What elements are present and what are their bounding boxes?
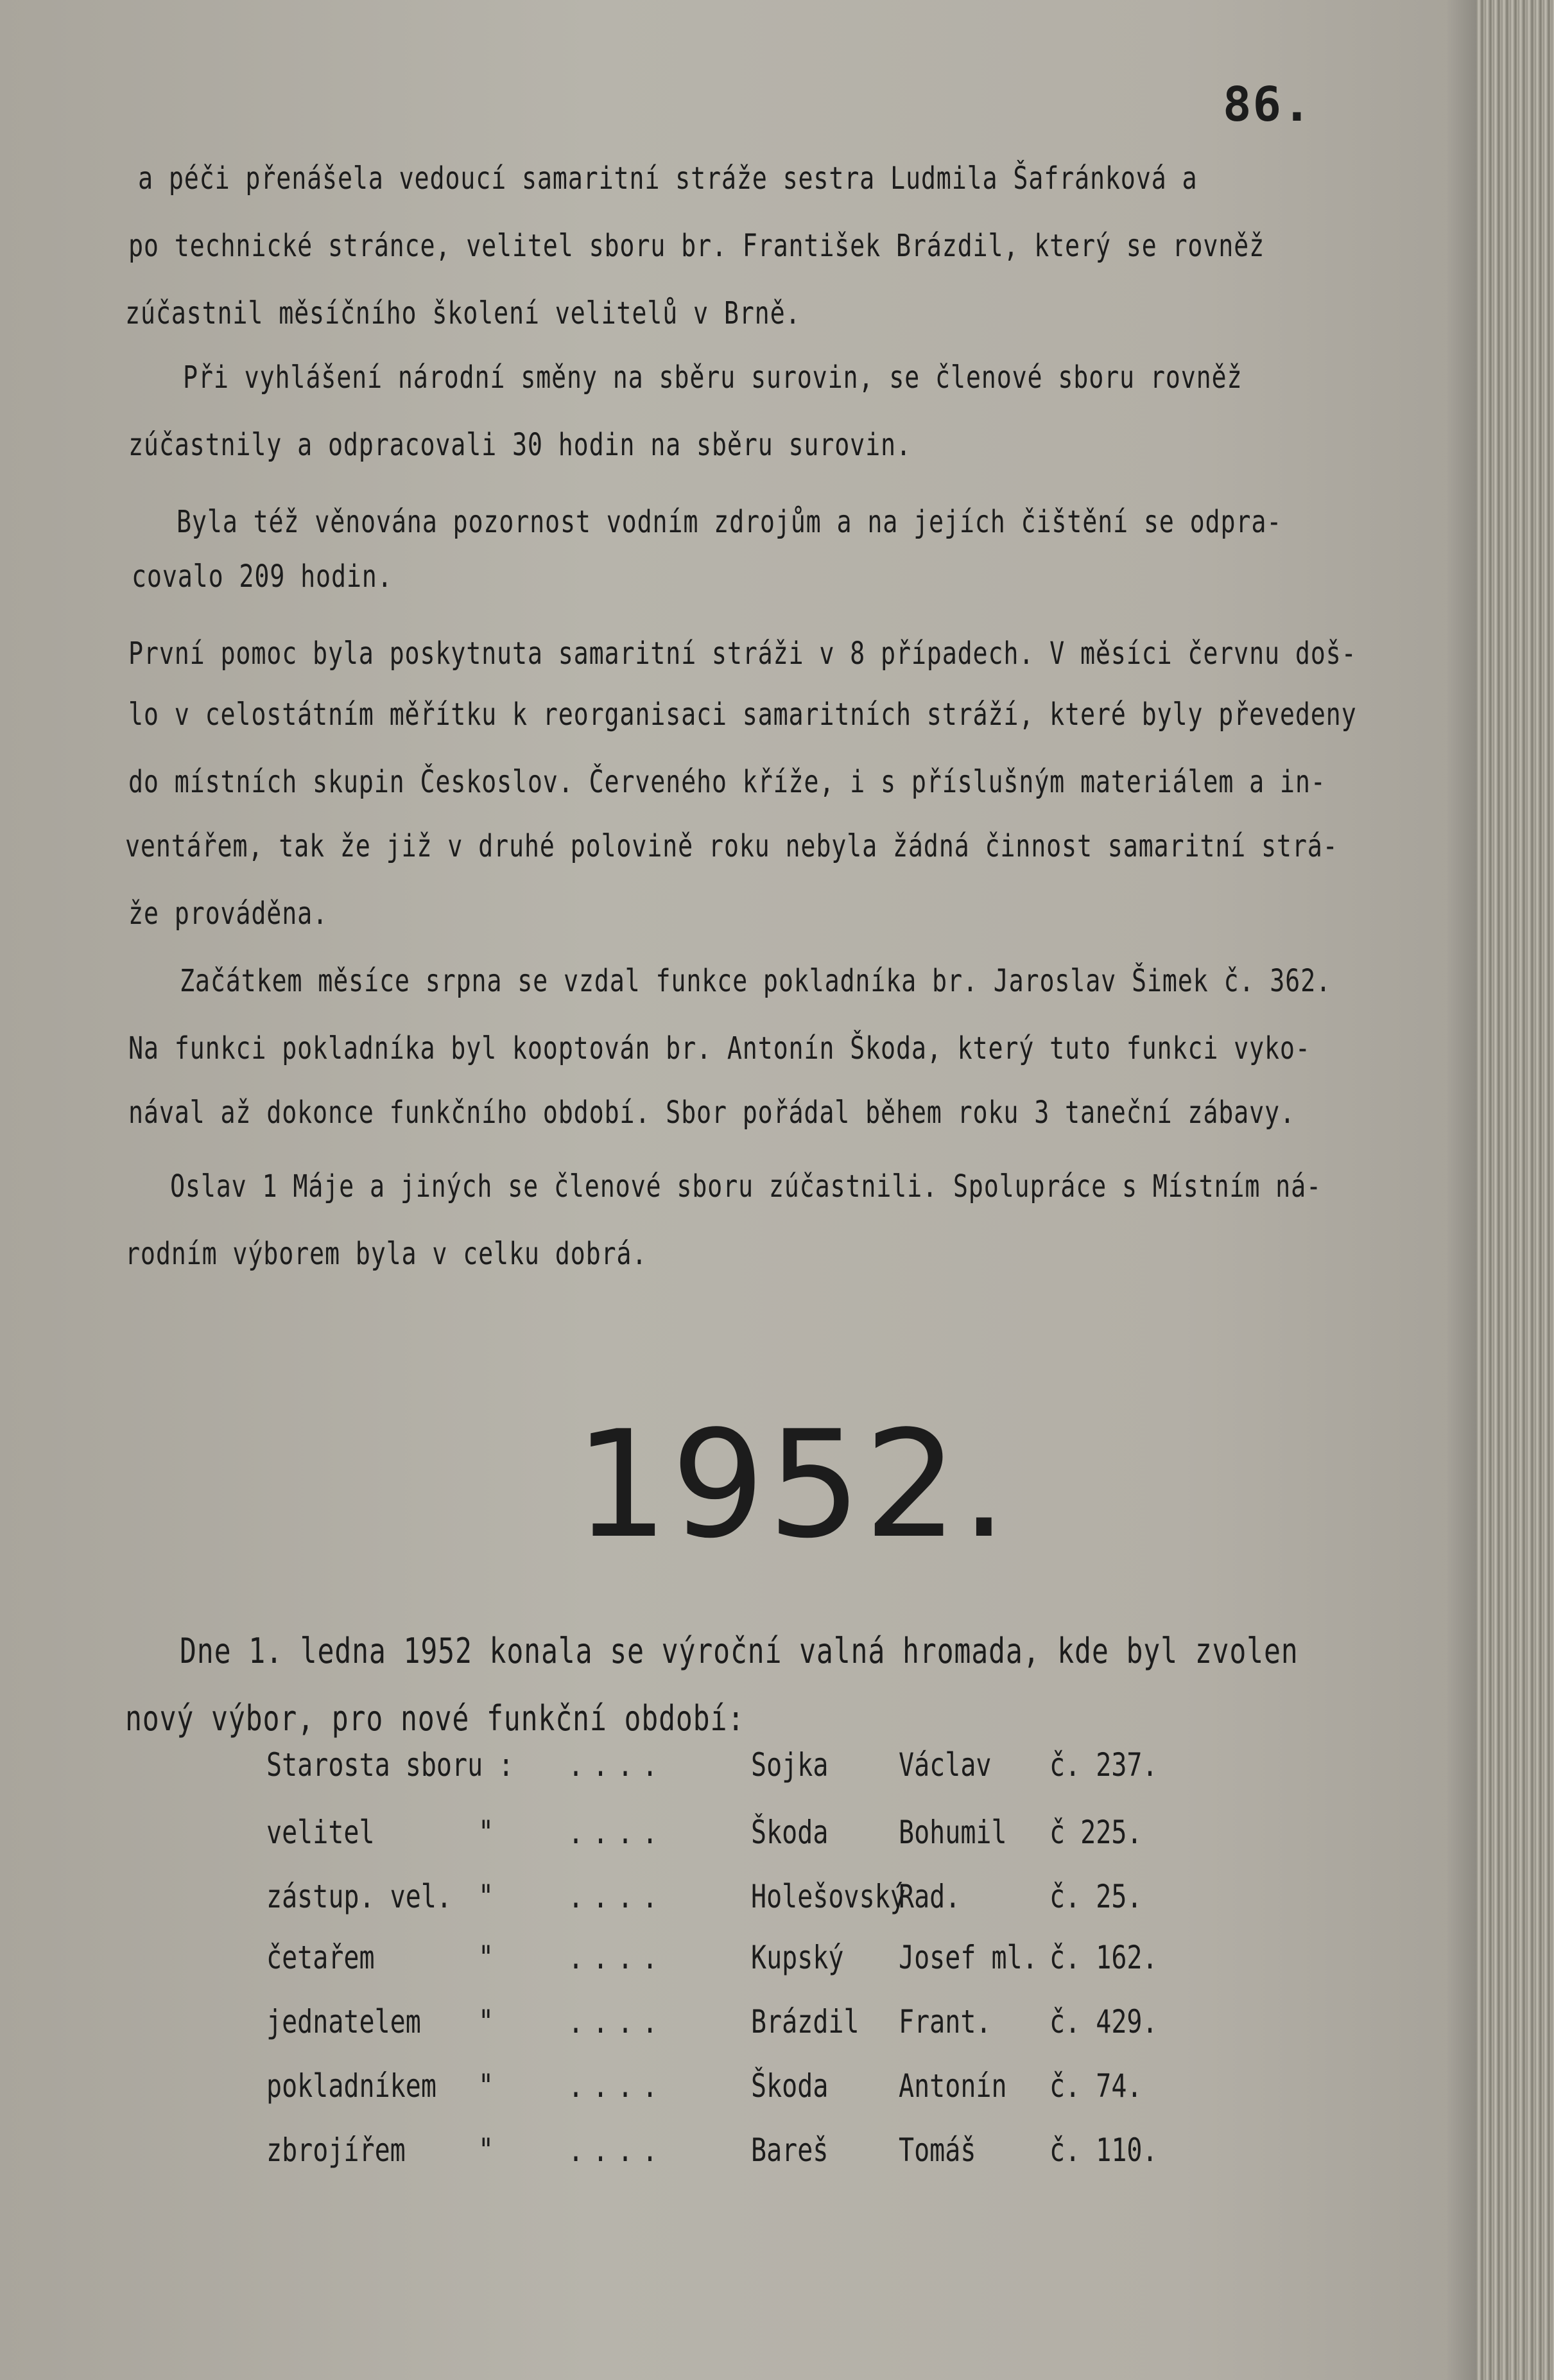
- text-line: a péči přenášela vedoucí samaritní stráže sestra Ludmila Šafránková a: [138, 161, 1198, 196]
- text-line: ventářem, tak že již v druhé polovině roku nebyla žádná činnost samaritní strá-: [125, 828, 1338, 864]
- ditto-mark: ": [478, 2003, 494, 2040]
- surname-cell: Sojka: [751, 1746, 829, 1784]
- member-number-cell: č. 162.: [1049, 1939, 1158, 1976]
- committee-row: [266, 1746, 1229, 1804]
- first-name-cell: Tomáš: [899, 2132, 976, 2169]
- ditto-mark: ": [478, 2067, 494, 2105]
- member-number-cell: č. 110.: [1049, 2132, 1158, 2169]
- text-line: po technické stránce, velitel sboru br. František Brázdil, který se rovněž: [128, 228, 1265, 264]
- leader-dots: ....: [568, 1939, 667, 1976]
- page-number: 86.: [1223, 77, 1313, 132]
- role-cell: jednatelem: [266, 2003, 421, 2040]
- leader-dots: ....: [568, 2132, 667, 2169]
- role-cell: zbrojířem: [266, 2132, 406, 2169]
- ditto-mark: ": [478, 1939, 494, 1976]
- member-number-cell: č 225.: [1049, 1814, 1143, 1851]
- committee-row: [266, 2067, 1229, 2125]
- text-line: zúčastnil měsíčního školení velitelů v Brně.: [125, 295, 801, 331]
- leader-dots: ....: [568, 2003, 667, 2040]
- leader-dots: ....: [568, 1746, 667, 1784]
- surname-cell: Škoda: [751, 2067, 829, 2105]
- text-line: nový výbor, pro nové funkční období:: [125, 1698, 745, 1739]
- role-cell: zástup. vel.: [266, 1878, 452, 1915]
- surname-cell: Brázdil: [751, 2003, 859, 2040]
- text-line: rodním výborem byla v celku dobrá.: [125, 1236, 648, 1272]
- year-heading: 1952.: [574, 1400, 1010, 1571]
- leader-dots: ....: [568, 1814, 667, 1851]
- surname-cell: Škoda: [751, 1814, 829, 1851]
- committee-row: [266, 1814, 1229, 1872]
- role-cell: četařem: [266, 1939, 375, 1976]
- text-line: nával až dokonce funkčního období. Sbor pořádal během roku 3 taneční zábavy.: [128, 1095, 1295, 1131]
- text-line: Oslav 1 Máje a jiných se členové sboru zúčastnili. Spolupráce s Místním ná-: [170, 1168, 1322, 1204]
- text-line: zúčastnily a odpracovali 30 hodin na sběru surovin.: [128, 427, 911, 463]
- ditto-mark: ": [478, 2132, 494, 2169]
- surname-cell: Bareš: [751, 2132, 829, 2169]
- committee-row: [266, 1878, 1229, 1936]
- text-line: lo v celostátním měřítku k reorganisaci samaritních stráží, které byly převedeny: [128, 697, 1357, 733]
- role-cell: Starosta sboru :: [266, 1746, 514, 1784]
- text-line: že prováděna.: [128, 896, 328, 932]
- text-line: do místních skupin Českoslov. Červeného kříže, i s příslušným materiálem a in-: [128, 764, 1326, 800]
- text-line: Při vyhlášení národní směny na sběru surovin, se členové sboru rovněž: [183, 360, 1243, 395]
- text-line: Byla též věnována pozornost vodním zdrojům a na jejích čištění se odpra-: [177, 504, 1282, 540]
- leader-dots: ....: [568, 2067, 667, 2105]
- page-edges: [1476, 0, 1554, 2380]
- text-line: První pomoc byla poskytnuta samaritní stráži v 8 případech. V měsíci červnu doš-: [128, 636, 1357, 672]
- committee-row: [266, 2003, 1229, 2061]
- committee-row: [266, 2132, 1229, 2189]
- surname-cell: Kupský: [751, 1939, 844, 1976]
- ditto-mark: ": [478, 1814, 494, 1851]
- first-name-cell: Josef ml.: [899, 1939, 1038, 1976]
- first-name-cell: Bohumil: [899, 1814, 1007, 1851]
- surname-cell: Holešovský: [751, 1878, 906, 1915]
- text-line: covalo 209 hodin.: [132, 559, 393, 595]
- member-number-cell: č. 25.: [1049, 1878, 1143, 1915]
- text-line: Na funkci pokladníka byl kooptován br. Antonín Škoda, který tuto funkci vyko-: [128, 1030, 1311, 1066]
- committee-row: [266, 1939, 1229, 1997]
- first-name-cell: Václav: [899, 1746, 992, 1784]
- text-line: Začátkem měsíce srpna se vzdal funkce pokladníka br. Jaroslav Šimek č. 362.: [180, 963, 1331, 999]
- role-cell: pokladníkem: [266, 2067, 436, 2105]
- member-number-cell: č. 429.: [1049, 2003, 1158, 2040]
- member-number-cell: č. 74.: [1049, 2067, 1143, 2105]
- page-binding: [1447, 0, 1476, 2380]
- text-line: Dne 1. ledna 1952 konala se výroční valná hromada, kde byl zvolen: [180, 1631, 1299, 1671]
- role-cell: velitel: [266, 1814, 375, 1851]
- leader-dots: ....: [568, 1878, 667, 1915]
- first-name-cell: Frant.: [899, 2003, 992, 2040]
- member-number-cell: č. 237.: [1049, 1746, 1158, 1784]
- ditto-mark: ": [478, 1878, 494, 1915]
- first-name-cell: Antonín: [899, 2067, 1007, 2105]
- first-name-cell: Rad.: [899, 1878, 961, 1915]
